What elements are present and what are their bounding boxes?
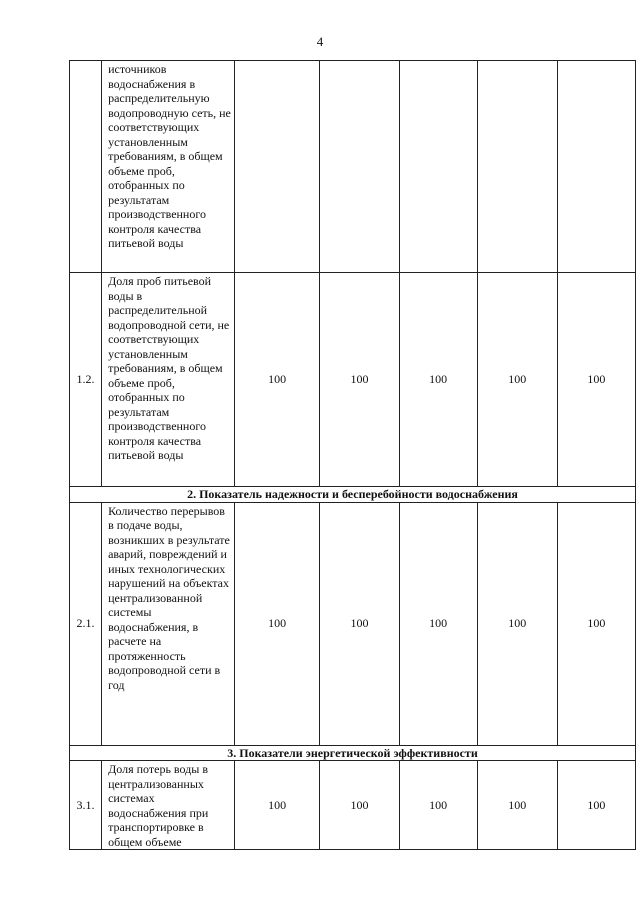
value-cell: 100 <box>557 273 635 487</box>
indicator-description: Доля проб питьевой воды в распределительной водопроводной сети, не соответствующих установленным требованиям, в общем объеме проб, отобранных по результатам производственного контроля качества питьевой воды <box>102 273 235 487</box>
value-cell: 100 <box>234 761 320 850</box>
table-row <box>70 502 636 745</box>
row-number: 2.1. <box>70 502 102 745</box>
value-cell: 100 <box>320 502 399 745</box>
value-cell <box>399 61 477 273</box>
indicator-description: Количество перерывов в подаче воды, возникших в результате аварий, повреждений и иных технологических нарушений на объектах централизованной системы водоснабжения, в расчете на протяженность водопроводной сети в год <box>102 502 235 745</box>
value-cell <box>557 61 635 273</box>
section-header-row <box>70 487 636 503</box>
indicator-description: источников водоснабжения в распределительную водопроводную сеть, не соответствующих установленным требованиям, в общем объеме проб, отобранных по результатам производственного контроля качества питьевой воды <box>102 61 235 273</box>
value-cell: 100 <box>234 502 320 745</box>
value-cell: 100 <box>557 502 635 745</box>
value-cell <box>320 61 399 273</box>
section-title: 3. Показатели энергетической эффективности <box>70 745 636 761</box>
indicator-description: Доля потерь воды в централизованных системах водоснабжения при транспортировке в общем объеме <box>102 761 235 850</box>
value-cell: 100 <box>399 761 477 850</box>
section-title: 2. Показатель надежности и бесперебойности водоснабжения <box>70 487 636 503</box>
row-number: 3.1. <box>70 761 102 850</box>
value-cell <box>234 61 320 273</box>
value-cell: 100 <box>477 761 557 850</box>
value-cell: 100 <box>399 502 477 745</box>
value-cell: 100 <box>320 761 399 850</box>
row-number: 1.2. <box>70 273 102 487</box>
table-row <box>70 761 636 850</box>
section-header-row <box>70 745 636 761</box>
value-cell: 100 <box>399 273 477 487</box>
table-row <box>70 273 636 487</box>
row-number <box>70 61 102 273</box>
value-cell: 100 <box>234 273 320 487</box>
table-row <box>70 61 636 273</box>
page-number: 4 <box>316 34 324 49</box>
value-cell <box>477 61 557 273</box>
value-cell: 100 <box>557 761 635 850</box>
indicators-table <box>69 60 636 850</box>
value-cell: 100 <box>477 273 557 487</box>
value-cell: 100 <box>477 502 557 745</box>
value-cell: 100 <box>320 273 399 487</box>
